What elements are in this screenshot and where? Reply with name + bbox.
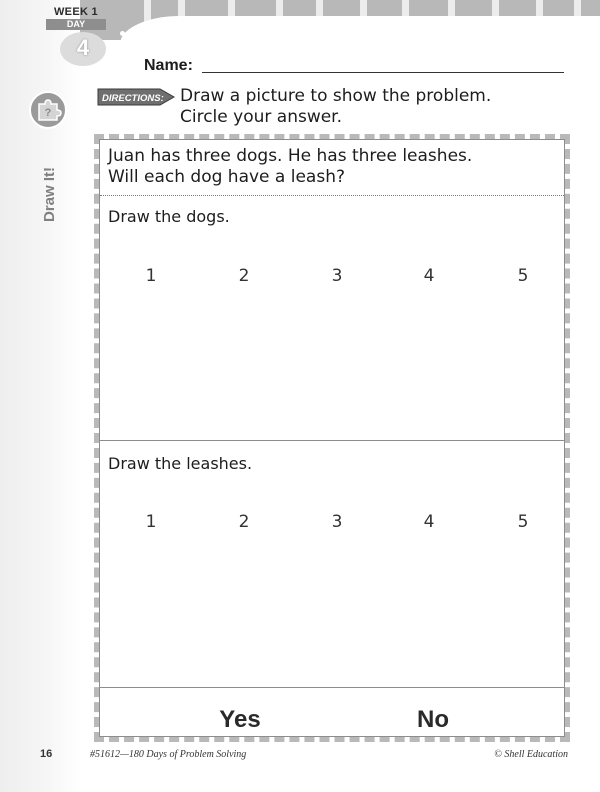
name-label: Name: <box>144 57 193 74</box>
name-row <box>144 55 564 77</box>
copyright: © Shell Education <box>494 749 568 760</box>
leashes-number[interactable]: 4 <box>423 512 435 532</box>
side-label <box>30 150 70 230</box>
svg-text:?: ? <box>44 107 52 119</box>
dogs-number[interactable]: 1 <box>145 266 157 286</box>
page-number: 16 <box>40 748 53 760</box>
directions-text <box>180 86 560 128</box>
section-divider <box>100 440 564 441</box>
leashes-number[interactable]: 1 <box>145 512 157 532</box>
leashes-number[interactable]: 2 <box>238 512 250 532</box>
worksheet-box <box>94 134 570 742</box>
dogs-number[interactable]: 2 <box>238 266 250 286</box>
puzzle-badge-icon <box>28 90 68 130</box>
problem-separator <box>100 195 564 196</box>
yes-answer[interactable]: Yes <box>219 706 261 733</box>
draw-leashes-title: Draw the leashes. <box>108 454 253 473</box>
name-field-line[interactable] <box>202 72 564 73</box>
week-label: WEEK 1 <box>54 6 98 18</box>
dogs-number-row <box>100 266 564 288</box>
dogs-number[interactable]: 5 <box>517 266 529 286</box>
leashes-number[interactable]: 3 <box>331 512 343 532</box>
draw-dogs-title: Draw the dogs. <box>108 207 230 226</box>
dogs-number[interactable]: 4 <box>423 266 435 286</box>
book-title: #51612—180 Days of Problem Solving <box>90 749 247 760</box>
side-label-text: Draw It! <box>41 166 58 222</box>
week-day-tag <box>38 6 114 66</box>
leashes-number[interactable]: 5 <box>517 512 529 532</box>
directions-badge <box>96 86 176 108</box>
day-number: 4 <box>60 32 106 66</box>
problem-text <box>108 146 558 188</box>
directions-line-2: Circle your answer. <box>180 107 343 127</box>
problem-line-1: Juan has three dogs. He has three leashes. <box>108 146 473 166</box>
day-label: DAY <box>46 19 106 30</box>
no-answer[interactable]: No <box>417 706 449 733</box>
answer-divider <box>100 687 564 688</box>
directions-badge-text: DIRECTIONS: <box>102 93 164 104</box>
problem-line-2: Will each dog have a leash? <box>108 167 345 187</box>
directions-line-1: Draw a picture to show the problem. <box>180 86 492 106</box>
dogs-number[interactable]: 3 <box>331 266 343 286</box>
leashes-number-row <box>100 512 564 534</box>
worksheet-inner <box>99 139 565 737</box>
